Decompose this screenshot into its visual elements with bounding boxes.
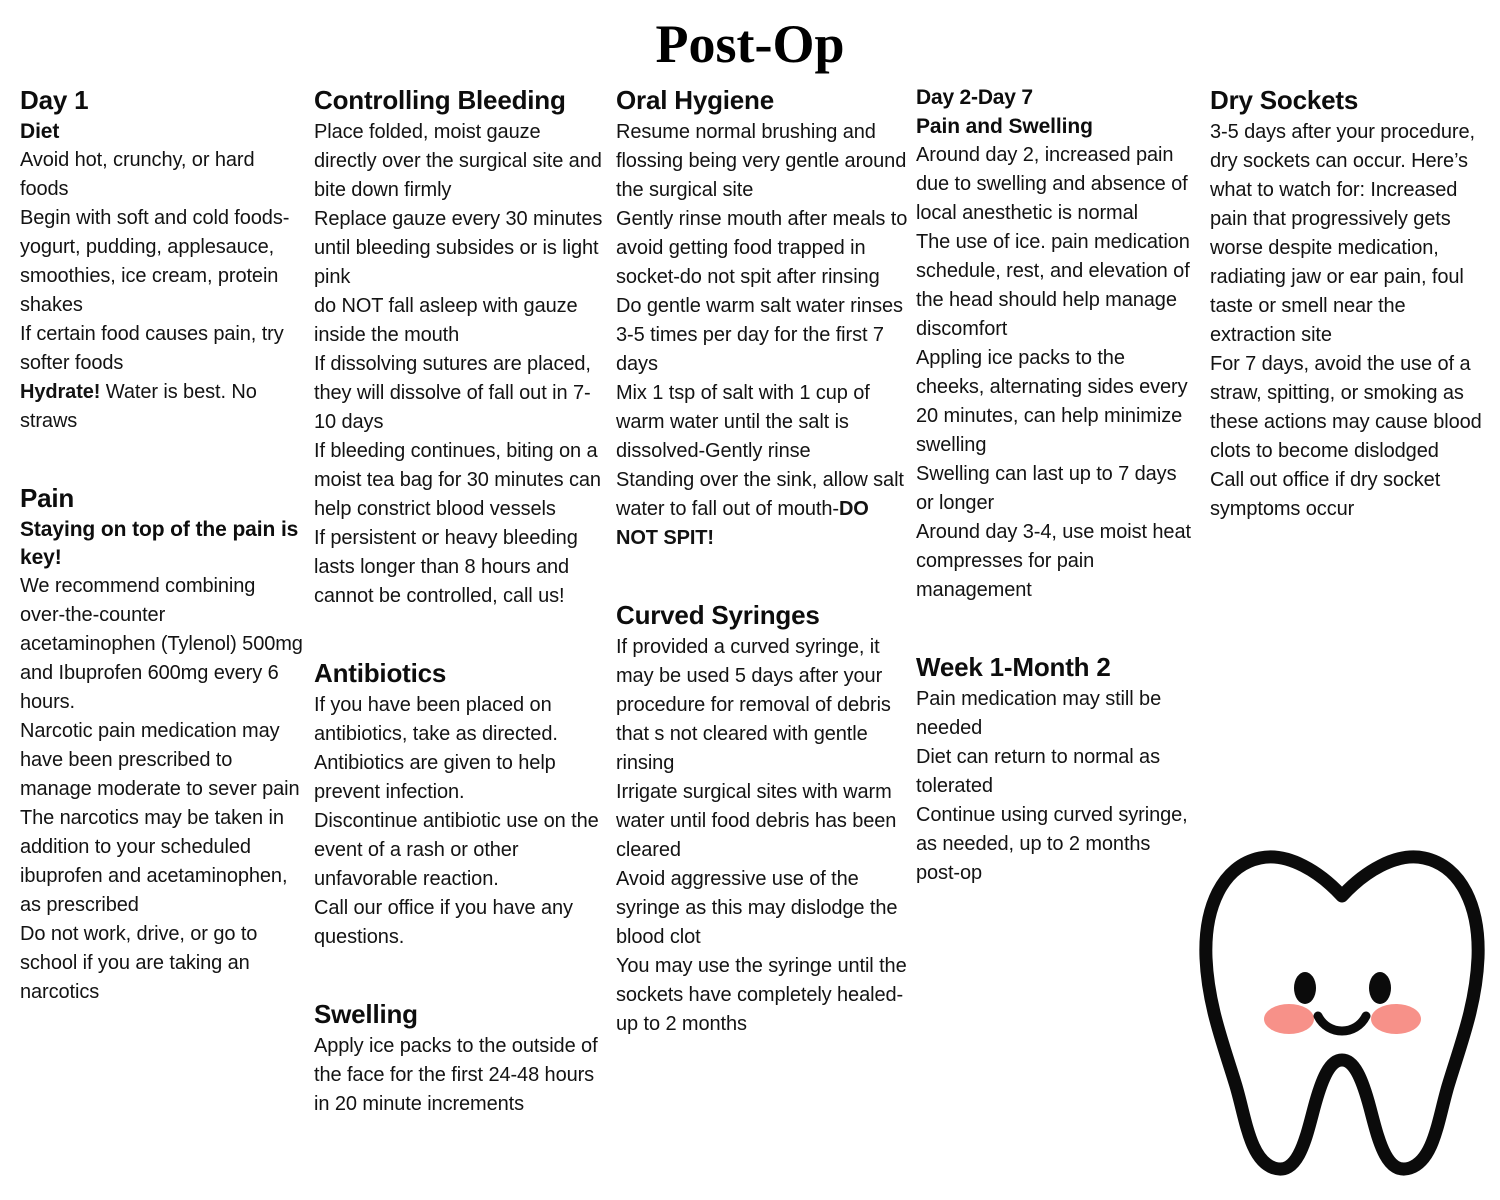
instruction-line: Around day 3-4, use moist heat compresses for pain management (916, 521, 1191, 601)
instruction-line: We recommend combining over-the-counter acetaminophen (Tylenol) 500mg and Ibuprofen 600mg every 6 hours. (20, 575, 303, 713)
section-body (616, 118, 908, 553)
instruction-section (20, 84, 305, 436)
instruction-line: Place folded, moist gauze directly over the surgical site and bite down firmly (314, 121, 602, 201)
section-body (314, 1032, 604, 1119)
instruction-line: Continue using curved syringe, as needed, up to 2 months post-op (916, 804, 1188, 884)
section-heading: Day 1 (20, 85, 89, 115)
instruction-line: Gently rinse mouth after meals to avoid getting food trapped in socket-do not spit after rinsing (616, 208, 908, 288)
tooth-left-blush (1264, 1004, 1314, 1034)
section-subheading: Diet (20, 120, 60, 143)
column-bleeding-antibiotics-swelling (314, 84, 604, 1119)
instruction-line: Resume normal brushing and flossing being very gentle around the surgical site (616, 121, 907, 201)
section-body (616, 633, 908, 1039)
tooth-outline-path (1206, 857, 1478, 1169)
tooth-left-eye (1294, 972, 1316, 1004)
section-body (20, 572, 305, 1007)
instruction-line: Swelling can last up to 7 days or longer (916, 463, 1177, 514)
instruction-line: Discontinue antibiotic use on the event of a rash or other unfavorable reaction. (314, 810, 599, 890)
instruction-line: The use of ice. pain medication schedule, rest, and elevation of the head should help manage discomfort (916, 231, 1190, 340)
section-heading: Pain (20, 483, 75, 513)
section-body (916, 141, 1196, 605)
section-body (314, 691, 604, 952)
section-body (1210, 118, 1490, 524)
section-heading: Curved Syringes (616, 600, 820, 630)
instruction-line: 3-5 days after your procedure, dry sockets can occur. Here’s what to watch for: Increased pain that progressively gets worse despite medication, radiating jaw or ear pain, foul taste or smell near the extraction site (1210, 121, 1475, 346)
instruction-line: Mix 1 tsp of salt with 1 cup of warm water until the salt is dissolved-Gently rinse (616, 382, 870, 462)
column-day2-week1 (916, 84, 1196, 888)
instruction-line: Do not work, drive, or go to school if you are taking an narcotics (20, 923, 258, 1003)
instruction-section (1210, 84, 1490, 524)
instruction-line: Call out office if dry socket symptoms occur (1210, 469, 1441, 520)
section-body (916, 685, 1196, 888)
instruction-line: If dissolving sutures are placed, they will dissolve of fall out in 7-10 days (314, 353, 591, 433)
instruction-line: Begin with soft and cold foods-yogurt, pudding, applesauce, smoothies, ice cream, protein shakes (20, 207, 290, 316)
instruction-line: If you have been placed on antibiotics, take as directed. (314, 694, 558, 745)
section-heading: Day 2-Day 7 (916, 86, 1033, 109)
instruction-line: Apply ice packs to the outside of the face for the first 24-48 hours in 20 minute increments (314, 1035, 598, 1115)
instruction-line: Standing over the sink, allow salt water to fall out of mouth-DO NOT SPIT! (616, 469, 904, 549)
smiling-tooth-illustration (1192, 838, 1492, 1188)
instruction-line: Antibiotics are given to help prevent infection. (314, 752, 556, 803)
instruction-line: If provided a curved syringe, it may be used 5 days after your procedure for removal of debris that s not cleared with gentle rinsing (616, 636, 891, 774)
instruction-line: For 7 days, avoid the use of a straw, spitting, or smoking as these actions may cause blood clots to become dislodged (1210, 353, 1482, 462)
instruction-section (314, 84, 604, 611)
instruction-line: Do gentle warm salt water rinses 3-5 times per day for the first 7 days (616, 295, 903, 375)
instruction-line: Avoid aggressive use of the syringe as this may dislodge the blood clot (616, 868, 898, 948)
instruction-line: Replace gauze every 30 minutes until bleeding subsides or is light pink (314, 208, 603, 288)
section-heading: Swelling (314, 999, 418, 1029)
section-heading: Dry Sockets (1210, 85, 1359, 115)
instruction-line: do NOT fall asleep with gauze inside the mouth (314, 295, 578, 346)
column-dry-sockets (1210, 84, 1490, 524)
instruction-line: If certain food causes pain, try softer foods (20, 323, 284, 374)
section-body (314, 118, 604, 611)
instruction-line: The narcotics may be taken in addition to your scheduled ibuprofen and acetaminophen, as prescribed (20, 807, 288, 916)
section-body (20, 146, 305, 436)
instruction-section (616, 599, 908, 1039)
instruction-line: Appling ice packs to the cheeks, alternating sides every 20 minutes, can help minimize swelling (916, 347, 1188, 456)
instruction-line: Narcotic pain medication may have been prescribed to manage moderate to sever pain (20, 720, 300, 800)
instruction-section (916, 84, 1196, 605)
instruction-line: Diet can return to normal as tolerated (916, 746, 1160, 797)
instruction-line: You may use the syringe until the sockets have completely healed-up to 2 months (616, 955, 907, 1035)
section-heading: Antibiotics (314, 658, 447, 688)
column-oral-hygiene-syringes (616, 84, 908, 1039)
section-heading: Week 1-Month 2 (916, 652, 1111, 682)
instruction-line: Irrigate surgical sites with warm water until food debris has been cleared (616, 781, 897, 861)
instruction-line: Pain medication may still be needed (916, 688, 1162, 739)
page-title: Post-Op (655, 14, 845, 74)
instruction-section (20, 482, 305, 1007)
instruction-line: Around day 2, increased pain due to swelling and absence of local anesthetic is normal (916, 144, 1188, 224)
section-heading: Controlling Bleeding (314, 85, 566, 115)
tooth-right-eye (1369, 972, 1391, 1004)
section-heading: Oral Hygiene (616, 85, 774, 115)
tooth-right-blush (1371, 1004, 1421, 1034)
instruction-line: Hydrate! Water is best. No straws (20, 381, 257, 432)
section-subheading: Staying on top of the pain is key! (20, 518, 299, 569)
instruction-section (616, 84, 908, 553)
instruction-line: If bleeding continues, biting on a moist tea bag for 30 minutes can help constrict blood vessels (314, 440, 601, 520)
instruction-line: Call our office if you have any questions. (314, 897, 573, 948)
column-day-1-pain (20, 84, 305, 1007)
section-subheading: Pain and Swelling (916, 115, 1093, 138)
instruction-line: If persistent or heavy bleeding lasts longer than 8 hours and cannot be controlled, call us! (314, 527, 578, 607)
instruction-section (314, 657, 604, 952)
instruction-section (314, 998, 604, 1119)
instruction-section (916, 651, 1196, 888)
instruction-line: Avoid hot, crunchy, or hard foods (20, 149, 255, 200)
